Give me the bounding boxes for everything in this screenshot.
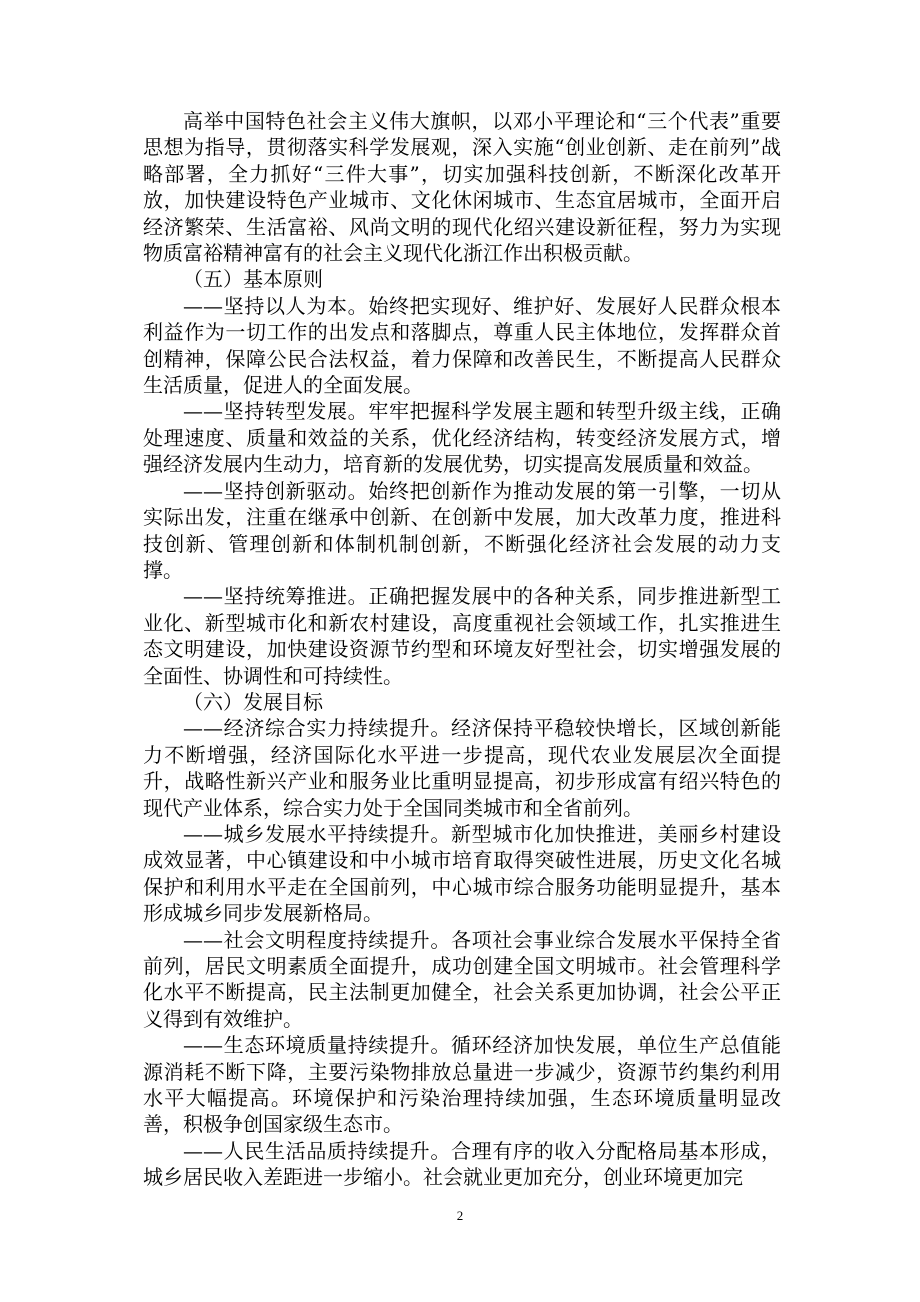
document-body — [143, 108, 781, 1191]
paragraph-innovation: ——坚持创新驱动。始终把创新作为推动发展的第一引擎，一切从实际出发，注重在继承中创新、在创新中发展，加大改革力度，推进科技创新、管理创新和体制机制创新，不断强化经济社会发展的动力支撑。 — [143, 478, 781, 582]
paragraph-civilization: ——社会文明程度持续提升。各项社会事业综合发展水平保持全省前列，居民文明素质全面提升，成功创建全国文明城市。社会管理科学化水平不断提高，民主法制更加健全，社会关系更加协调，社会公平正义得到有效维护。 — [143, 927, 781, 1031]
paragraph-coordination: ——坚持统筹推进。正确把握发展中的各种关系，同步推进新型工业化、新型城市化和新农村建设，高度重视社会领域工作，扎实推进生态文明建设，加快建设资源节约型和环境友好型社会，切实增强发展的全面性、协调性和可持续性。 — [143, 584, 781, 688]
paragraph-urban-rural: ——城乡发展水平持续提升。新型城市化加快推进，美丽乡村建设成效显著，中心镇建设和中小城市培育取得突破性进展，历史文化名城保护和利用水平走在全国前列，中心城市综合服务功能明显提升，基本形成城乡同步发展新格局。 — [143, 821, 781, 926]
paragraph-environment: ——生态环境质量持续提升。循环经济加快发展，单位生产总值能源消耗不断下降，主要污染物排放总量进一步减少，资源节约集约利用水平大幅提高。环境保护和污染治理持续加强，生态环境质量明显改善，积极争创国家级生态市。 — [143, 1033, 781, 1137]
section-heading-goals: （六）发展目标 — [183, 689, 323, 714]
paragraph-people-oriented: ——坚持以人为本。始终把实现好、维护好、发展好人民群众根本利益作为一切工作的出发点和落脚点，尊重人民主体地位，发挥群众首创精神，保障公民合法权益，着力保障和改善民生，不断提高人民群众生活质量，促进人的全面发展。 — [143, 293, 781, 398]
paragraph-living-quality: ——人民生活品质持续提升。合理有序的收入分配格局基本形成，城乡居民收入差距进一步缩小。社会就业更加充分，创业环境更加完 — [143, 1138, 781, 1190]
paragraph-economy: ——经济综合实力持续提升。经济保持平稳较快增长，区域创新能力不断增强，经济国际化水平进一步提高，现代农业发展层次全面提升，战略性新兴产业和服务业比重明显提高，初步形成富有绍兴特色的现代产业体系，综合实力处于全国同类城市和全省前列。 — [143, 716, 781, 820]
paragraph-intro: 高举中国特色社会主义伟大旗帜，以邓小平理论和“三个代表”重要思想为指导，贯彻落实科学发展观，深入实施“创业创新、走在前列”战略部署，全力抓好“三件大事”，切实加强科技创新，不断深化改革开放，加快建设特色产业城市、文化休闲城市、生态宜居城市，全面开启经济繁荣、生活富裕、风尚文明的现代化绍兴建设新征程，努力为实现物质富裕精神富有的社会主义现代化浙江作出积极贡献。 — [143, 109, 781, 266]
page-number: 2 — [456, 1208, 464, 1223]
section-heading-principles: （五）基本原则 — [183, 267, 323, 292]
paragraph-transformation: ——坚持转型发展。牢牢把握科学发展主题和转型升级主线，正确处理速度、质量和效益的关系，优化经济结构，转变经济发展方式，增强经济发展内生动力，培育新的发展优势，切实提高发展质量和效益。 — [143, 399, 781, 477]
